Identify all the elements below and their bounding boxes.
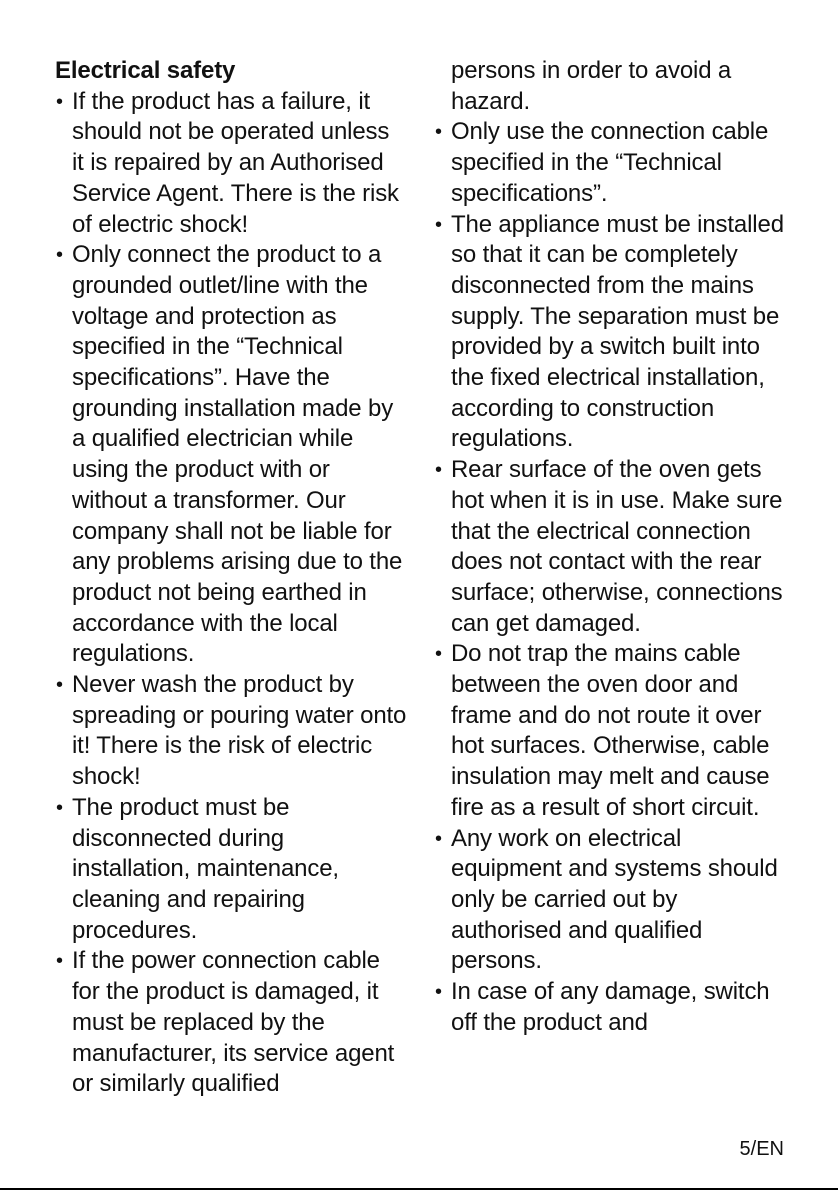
list-item <box>55 946 407 1100</box>
bullet-icon: • <box>56 90 63 113</box>
left-bullet-list <box>55 87 407 1100</box>
bullet-icon: • <box>56 796 63 819</box>
list-item-text: Rear surface of the oven gets hot when it is in use. Make sure that the electrical connection does not contact with the rear surface; otherwise, connections can get damaged. <box>451 456 783 637</box>
list-item-text: The appliance must be installed so that it can be completely disconnected from the mains supply. The separation must be provided by a switch built into the fixed electrical installation, according to construction regulations. <box>451 210 784 453</box>
bullet-icon: • <box>56 950 63 973</box>
bullet-icon: • <box>435 643 442 666</box>
list-item-text: If the power connection cable for the product is damaged, it must be replaced by the manufacturer, its service agent or similarly qualified <box>72 947 395 1098</box>
bullet-icon: • <box>435 981 442 1004</box>
right-column <box>434 56 786 1039</box>
list-item <box>434 455 786 639</box>
bullet-icon: • <box>435 459 442 482</box>
bullet-icon: • <box>435 213 442 236</box>
bullet-icon: • <box>435 827 442 850</box>
right-bullet-list <box>434 117 786 1038</box>
page-number: 5/EN <box>739 1138 784 1160</box>
list-item <box>55 670 407 793</box>
list-item-text: Only use the connection cable specified in the “Technical specifications”. <box>451 118 769 207</box>
bottom-divider <box>0 1188 838 1190</box>
bullet-icon: • <box>56 674 63 697</box>
list-item <box>434 210 786 456</box>
list-item-text: Any work on electrical equipment and systems should only be carried out by authorised and qualified persons. <box>451 824 778 975</box>
list-item <box>434 117 786 209</box>
list-item <box>434 824 786 978</box>
left-column <box>55 56 407 1100</box>
bullet-icon: • <box>56 244 63 267</box>
list-item-text: Only connect the product to a grounded outlet/line with the voltage and protection as specified in the “Technical specifications”. Have the grounding installation made by a qualified electrician while using the product with or without a transformer. Our company shall not be liable for any problems arising due to the product not being earthed in accordance with the local regulations. <box>72 241 403 668</box>
list-item-text: If the product has a failure, it should not be operated unless it is repaired by an Authorised Service Agent. There is the risk of electric shock! <box>72 87 399 238</box>
list-item <box>434 977 786 1038</box>
section-heading: Electrical safety <box>55 57 236 84</box>
list-item-text: Never wash the product by spreading or pouring water onto it! There is the risk of electric shock! <box>72 671 407 791</box>
bullet-icon: • <box>435 121 442 144</box>
list-item <box>55 793 407 947</box>
list-item-text: In case of any damage, switch off the product and <box>451 978 770 1036</box>
list-item <box>434 639 786 823</box>
list-item <box>55 240 407 670</box>
list-item-text: The product must be disconnected during installation, maintenance, cleaning and repairing procedures. <box>72 793 339 944</box>
list-item-text: Do not trap the mains cable between the oven door and frame and do not route it over hot surfaces. Otherwise, cable insulation may melt and cause fire as a result of short circuit. <box>451 640 770 821</box>
continued-text: persons in order to avoid a hazard. <box>451 57 732 115</box>
list-item <box>55 87 407 241</box>
